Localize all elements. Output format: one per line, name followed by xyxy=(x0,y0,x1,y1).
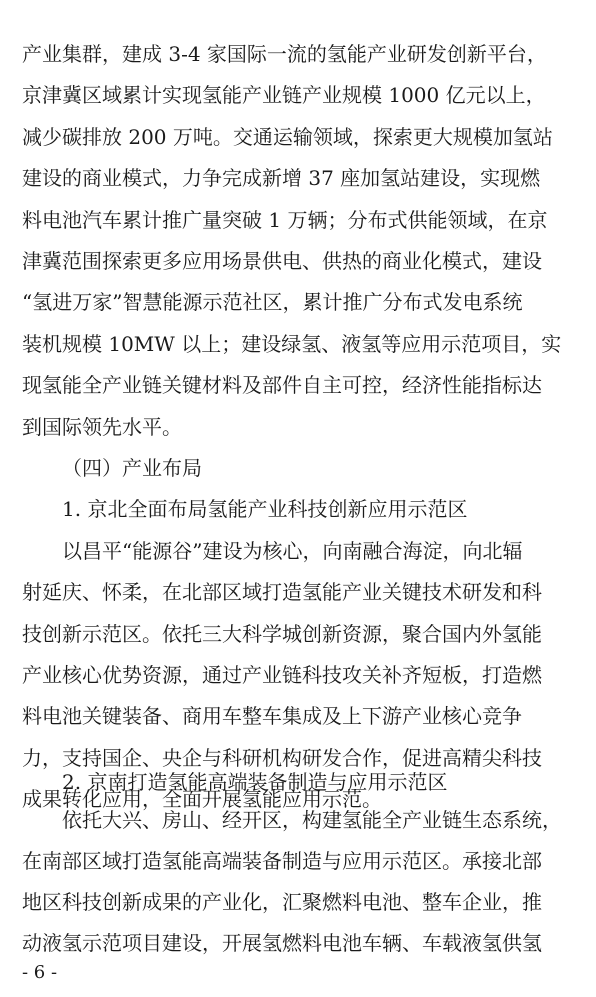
section-heading: （四）产业布局 xyxy=(62,456,202,480)
text-line: 力，支持国企、央企与科研机构研发合作，促进高精尖科技 xyxy=(22,746,542,770)
text-line: 成果转化应用，全面开展氢能应用示范。 xyxy=(22,787,382,811)
text-line: 现氢能全产业链关键材料及部件自主可控，经济性能指标达 xyxy=(22,373,542,397)
text-line: 装机规模 10MW 以上；建设绿氢、液氢等应用示范项目，实 xyxy=(22,332,562,356)
text-line: 射延庆、怀柔，在北部区域打造氢能产业关键技术研发和科 xyxy=(22,580,542,604)
text-line: 建设的商业模式，力争完成新增 37 座加氢站建设，实现燃 xyxy=(22,166,541,190)
text-line: “氢进万家”智慧能源示范社区，累计推广分布式发电系统 xyxy=(22,290,523,314)
text-line: 京津冀区域累计实现氢能产业链产业规模 1000 亿元以上， xyxy=(22,83,546,107)
text-line: 地区科技创新成果的产业化，汇聚燃料电池、整车企业，推 xyxy=(22,890,542,914)
subsection-heading: 1. 京北全面布局氢能产业科技创新应用示范区 xyxy=(62,497,468,521)
text-line: 以昌平“能源谷”建设为核心，向南融合海淀，向北辐 xyxy=(62,539,523,563)
text-line: 产业核心优势资源，通过产业链科技攻关补齐短板，打造燃 xyxy=(22,663,542,687)
text-line: 产业集群，建成 3-4 家国际一流的氢能产业研发创新平台， xyxy=(22,42,547,66)
text-line: 到国际领先水平。 xyxy=(22,415,182,439)
subsection-heading: 2. 京南打造氢能高端装备制造与应用示范区 xyxy=(62,770,448,794)
text-line: 津冀范围探索更多应用场景供电、供热的商业化模式，建设 xyxy=(22,249,542,273)
text-line: 技创新示范区。依托三大科学城创新资源，聚合国内外氢能 xyxy=(22,622,542,646)
text-line: 料电池汽车累计推广量突破 1 万辆；分布式供能领域，在京 xyxy=(22,208,548,232)
text-line: 料电池关键装备、商用车整车集成及上下游产业核心竞争 xyxy=(22,704,522,728)
text-line: 减少碳排放 200 万吨。交通运输领域，探索更大规模加氢站 xyxy=(22,125,553,149)
page-number: - 6 - xyxy=(22,962,58,983)
text-line: 在南部区域打造氢能高端装备制造与应用示范区。承接北部 xyxy=(22,849,542,873)
text-line: 动液氢示范项目建设，开展氢燃料电池车辆、车载液氢供氢 xyxy=(22,931,542,955)
text-line: 依托大兴、房山、经开区，构建氢能全产业链生态系统， xyxy=(62,808,562,832)
